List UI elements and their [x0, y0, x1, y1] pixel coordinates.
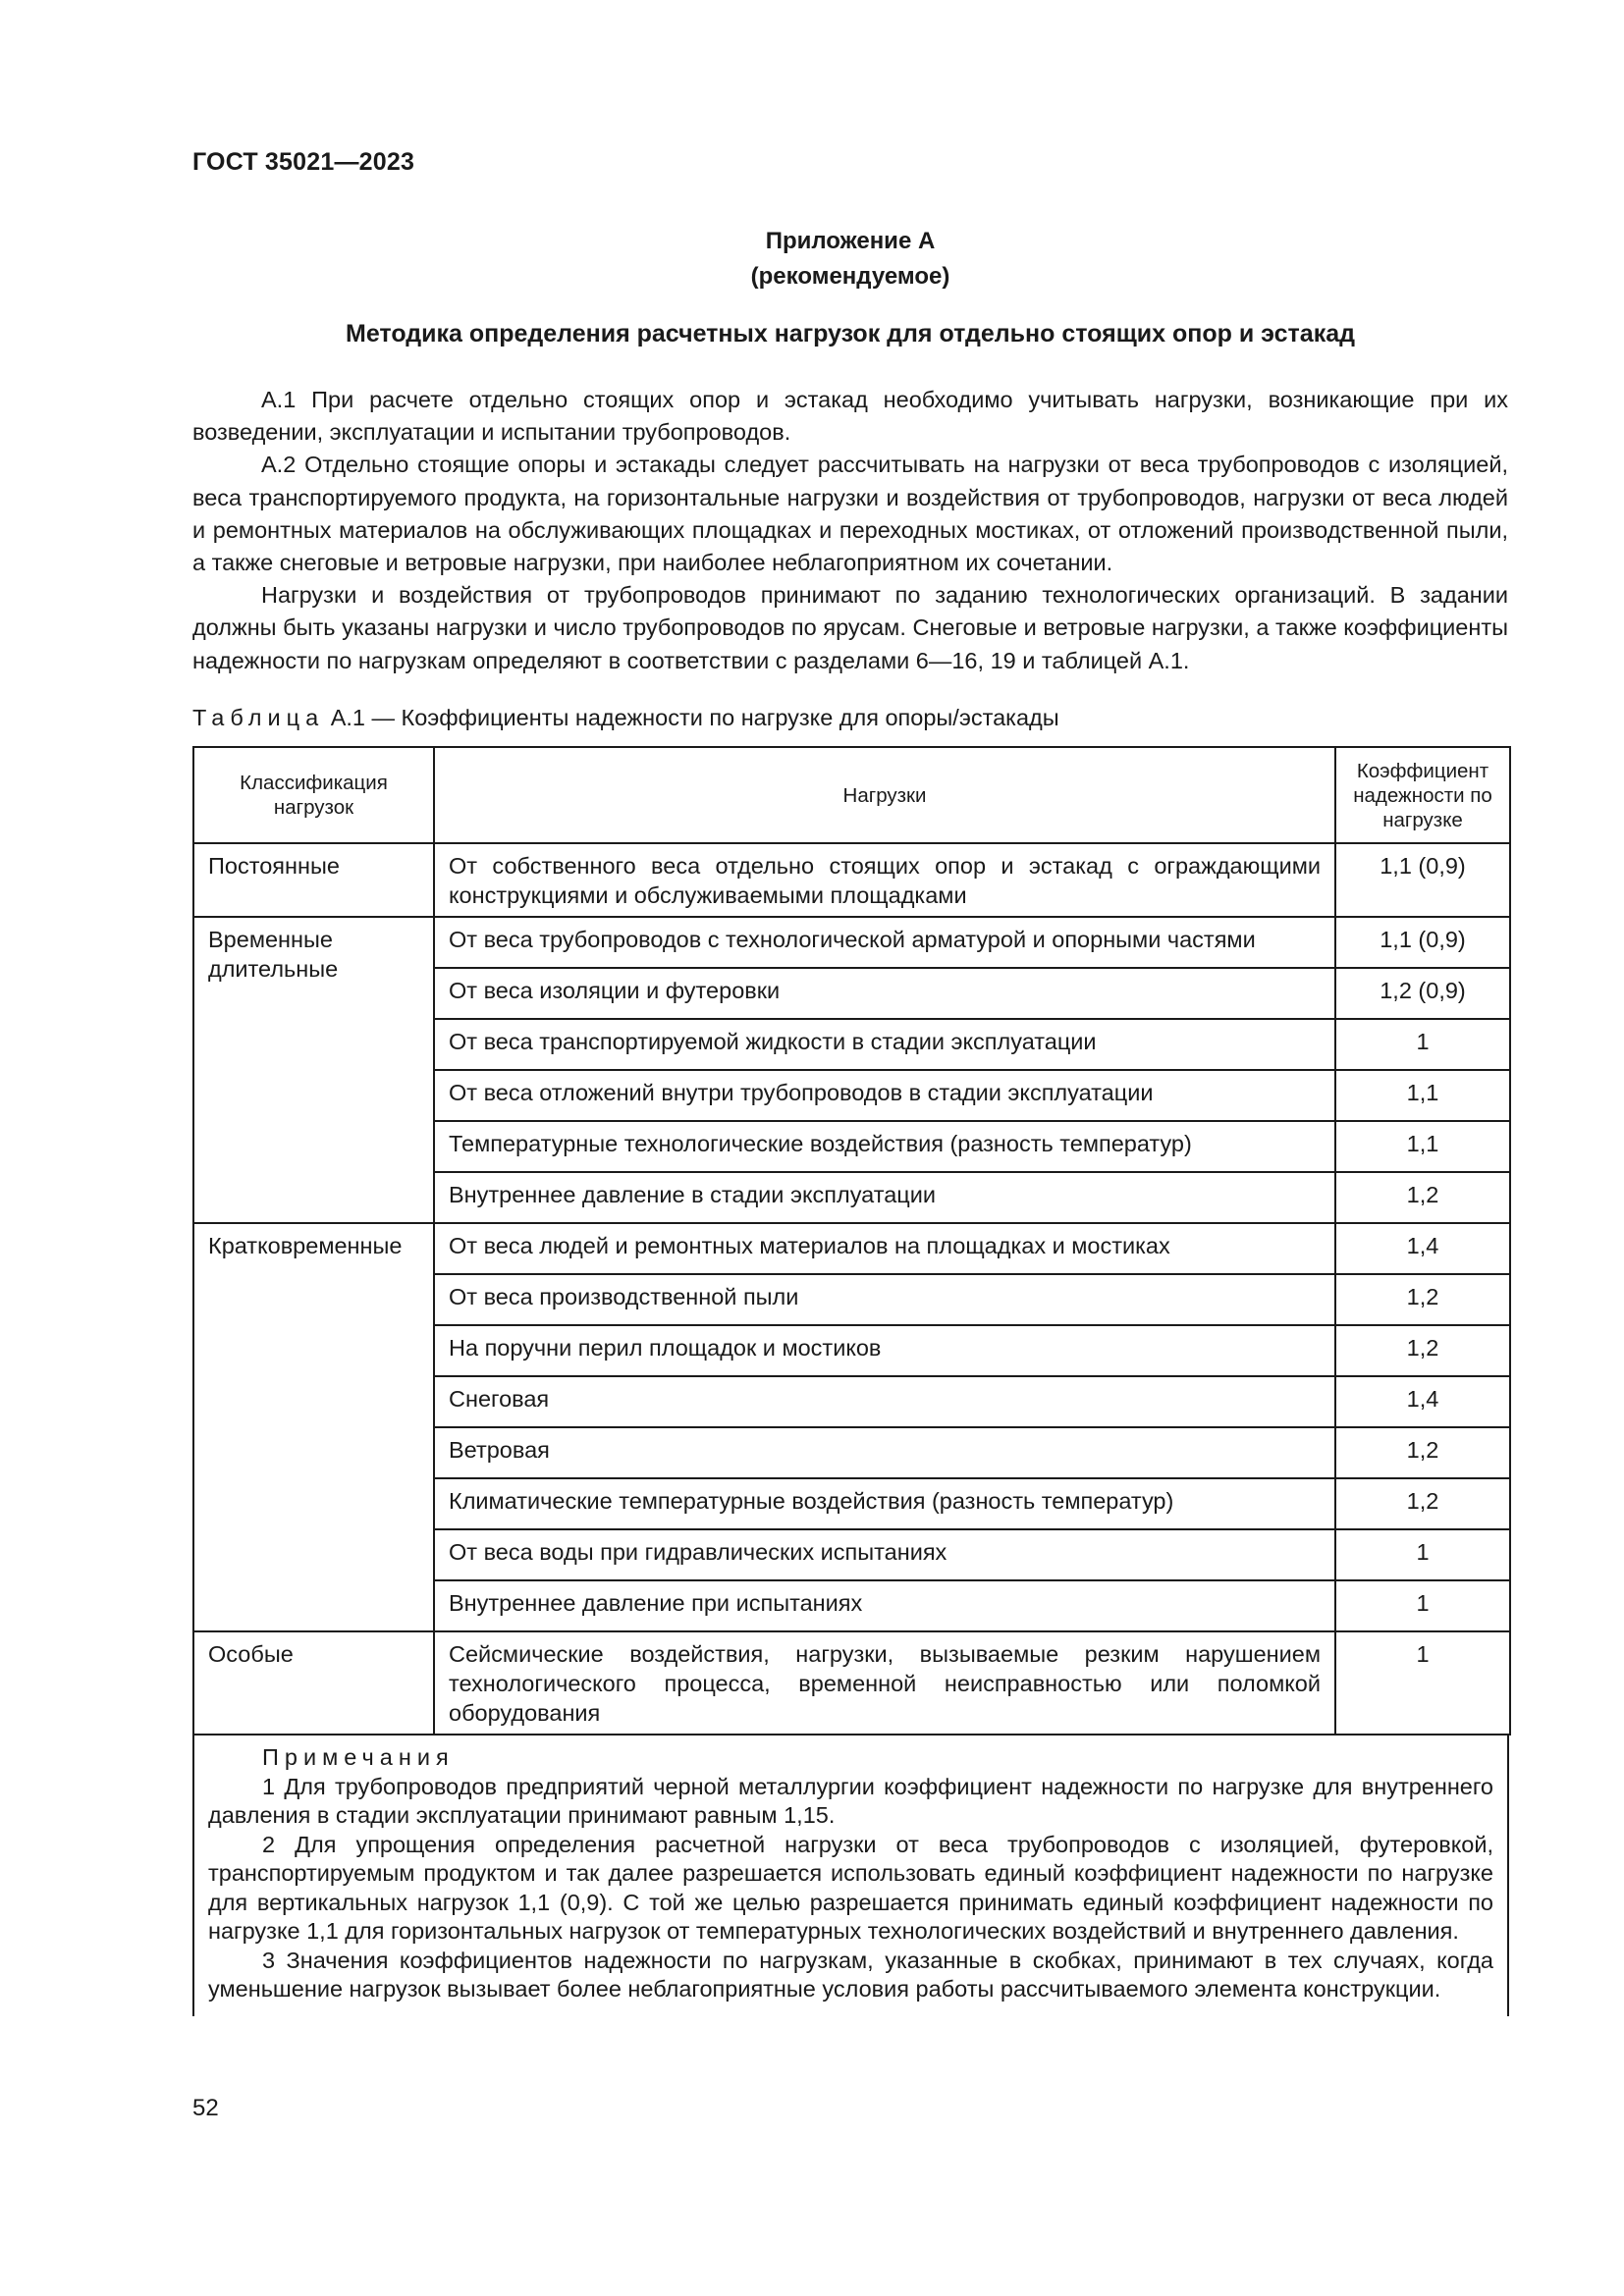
load-cell: Климатические температурные воздействия (разность температур)	[434, 1478, 1335, 1529]
load-cell: От собственного веса отдельно стоящих опор и эстакад с ограждающими конструкциями и обслуживаемыми площадками	[434, 843, 1335, 917]
body-text	[192, 384, 1508, 677]
page-number: 52	[192, 2095, 219, 2121]
load-cell: От веса изоляции и футеровки	[434, 968, 1335, 1019]
note-3: 3 Значения коэффициентов надежности по нагрузкам, указанные в скобках, принимают в тех случаях, когда уменьшение нагрузок вызывает более неблагоприятные условия работы рассчитываемого элемента конструкции.	[208, 1947, 1493, 2002]
load-cell: От веса трубопроводов с технологической арматурой и опорными частями	[434, 917, 1335, 968]
appendix-heading-block	[192, 224, 1508, 294]
coefficient-cell: 1,2	[1335, 1427, 1510, 1478]
coefficient-cell: 1,1 (0,9)	[1335, 843, 1510, 917]
coefficient-cell: 1	[1335, 1529, 1510, 1580]
load-cell: На поручни перил площадок и мостиков	[434, 1325, 1335, 1376]
standard-designation: ГОСТ 35021—2023	[192, 148, 415, 176]
group-short-term: Кратковременные	[193, 1223, 434, 1631]
group-permanent: Постоянные	[193, 843, 434, 917]
header-coefficient: Коэффициент надежности по нагрузке	[1335, 747, 1510, 843]
coefficient-cell: 1,2	[1335, 1325, 1510, 1376]
load-cell: От веса отложений внутри трубопроводов в стадии эксплуатации	[434, 1070, 1335, 1121]
load-cell: Снеговая	[434, 1376, 1335, 1427]
coefficient-cell: 1,2	[1335, 1172, 1510, 1223]
coefficients-table	[192, 746, 1511, 1735]
load-cell: От веса людей и ремонтных материалов на площадках и мостиках	[434, 1223, 1335, 1274]
coefficient-cell: 1,2 (0,9)	[1335, 968, 1510, 1019]
appendix-status: (рекомендуемое)	[750, 263, 950, 290]
coefficient-cell: 1,4	[1335, 1223, 1510, 1274]
coefficient-cell: 1	[1335, 1631, 1510, 1735]
paragraph-a2: А.2 Отдельно стоящие опоры и эстакады следует рассчитывать на нагрузки от веса трубопроводов с изоляцией, веса транспортируемого продукта, на горизонтальные нагрузки и воздействия от трубопроводов, нагрузки от веса людей и ремонтных материалов на обслуживающих площадках и переходных мостиках, от отложений производственной пыли, а также снеговые и ветровые нагрузки, при наиболее неблагоприятном их сочетании.	[192, 452, 1508, 576]
note-2: 2 Для упрощения определения расчетной нагрузки от веса трубопроводов с изоляцией, футеровкой, транспортируемым продуктом и так далее разрешается использовать единый коэффициент надежности по нагрузке для вертикальных нагрузок 1,1 (0,9). С той же целью разрешается принимать единый коэффициент надежности по нагрузке 1,1 для горизонтальных нагрузок от температурных технологических воздействий и внутреннего давления.	[208, 1831, 1493, 1944]
coefficient-cell: 1,1	[1335, 1121, 1510, 1172]
table-caption-text: А.1 — Коэффициенты надежности по нагрузке для опоры/эстакады	[330, 705, 1059, 730]
paragraph-a1: А.1 При расчете отдельно стоящих опор и эстакад необходимо учитывать нагрузки, возникающие при их возведении, эксплуатации и испытании трубопроводов.	[192, 387, 1508, 446]
table-caption-label: Таблица	[192, 705, 325, 730]
header-loads: Нагрузки	[434, 747, 1335, 843]
coefficient-cell: 1,2	[1335, 1478, 1510, 1529]
table-notes	[192, 1735, 1509, 2016]
coefficient-cell: 1,4	[1335, 1376, 1510, 1427]
load-cell: Внутреннее давление при испытаниях	[434, 1580, 1335, 1631]
table-row	[193, 843, 1510, 917]
table-row	[193, 917, 1510, 968]
header-classification: Классификация нагрузок	[193, 747, 434, 843]
load-cell: Внутреннее давление в стадии эксплуатации	[434, 1172, 1335, 1223]
load-cell: Температурные технологические воздействия (разность температур)	[434, 1121, 1335, 1172]
note-1: 1 Для трубопроводов предприятий черной металлургии коэффициент надежности по нагрузке для внутреннего давления в стадии эксплуатации принимают равным 1,15.	[208, 1773, 1493, 1828]
coefficient-cell: 1,1	[1335, 1070, 1510, 1121]
load-cell: Сейсмические воздействия, нагрузки, вызываемые резким нарушением технологического процесса, временной неисправностью или поломкой оборудования	[434, 1631, 1335, 1735]
table-header-row	[193, 747, 1510, 843]
load-cell: От веса воды при гидравлических испытаниях	[434, 1529, 1335, 1580]
group-long-term: Временные длительные	[193, 917, 434, 1223]
table-caption	[192, 705, 1059, 731]
coefficient-cell: 1,1 (0,9)	[1335, 917, 1510, 968]
load-cell: От веса транспортируемой жидкости в стадии эксплуатации	[434, 1019, 1335, 1070]
coefficient-cell: 1	[1335, 1019, 1510, 1070]
load-cell: От веса производственной пыли	[434, 1274, 1335, 1325]
notes-title: Примечания	[262, 1744, 455, 1770]
paragraph-loads: Нагрузки и воздействия от трубопроводов принимают по заданию технологических организаций. В задании должны быть указаны нагрузки и число трубопроводов по ярусам. Снеговые и ветровые нагрузки, а также коэффициенты надежности по нагрузкам определяют в соответствии с разделами 6—16, 19 и таблицей А.1.	[192, 582, 1508, 673]
coefficient-cell: 1	[1335, 1580, 1510, 1631]
appendix-title: Приложение А	[765, 228, 936, 254]
load-cell: Ветровая	[434, 1427, 1335, 1478]
method-title: Методика определения расчетных нагрузок для отдельно стоящих опор и эстакад	[346, 320, 1355, 347]
coefficient-cell: 1,2	[1335, 1274, 1510, 1325]
group-special: Особые	[193, 1631, 434, 1735]
table-row	[193, 1223, 1510, 1274]
table-row	[193, 1631, 1510, 1735]
coefficients-table-wrapper	[192, 746, 1509, 2016]
